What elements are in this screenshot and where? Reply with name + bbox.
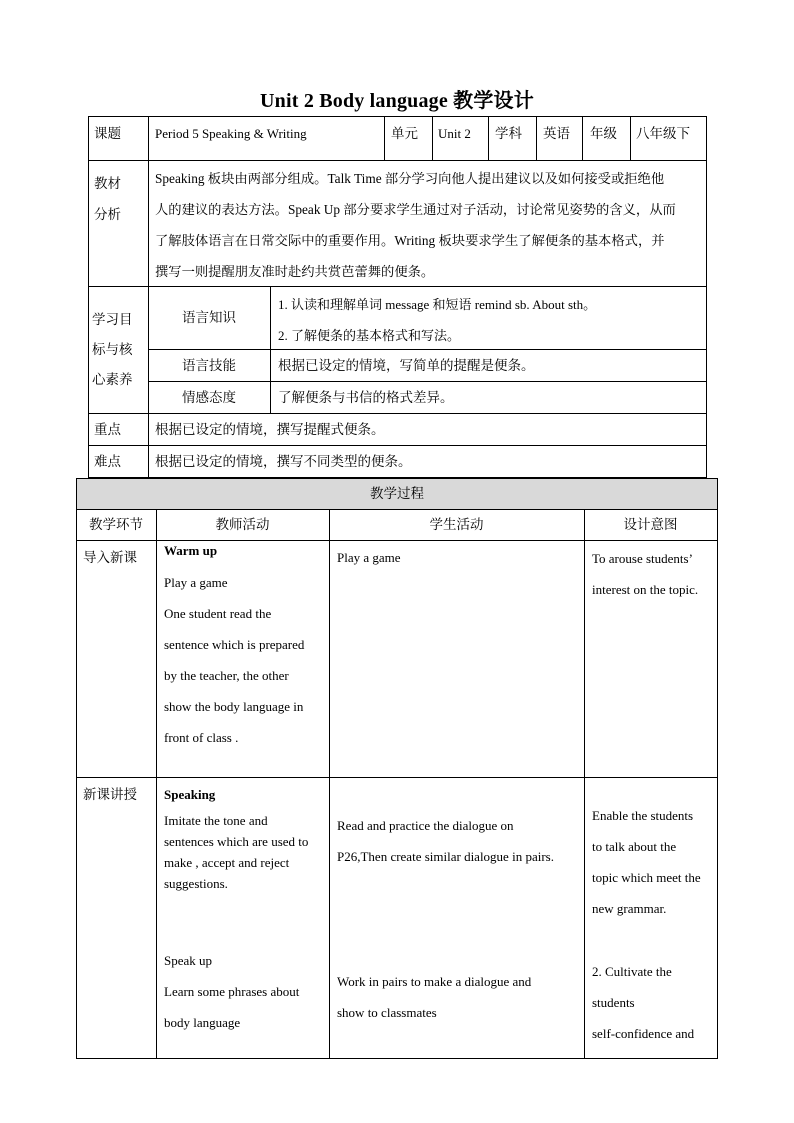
topic-label: 课题: [94, 126, 121, 141]
analysis-line: Speaking 板块由两部分组成。Talk Time 部分学习向他人提出建议以及如何接受或拒绝他: [155, 171, 665, 186]
goal-value: [278, 289, 596, 351]
goal-line: 1. 认读和理解单词 message 和短语 remind sb. About sth。: [278, 297, 597, 312]
grade-value: 八年级下: [636, 126, 690, 141]
intent-line: students: [592, 995, 635, 1010]
analysis-label: [94, 168, 121, 230]
activity-line: sentence which is prepared: [164, 637, 305, 652]
goal-line: 2. 了解便条的基本格式和写法。: [278, 328, 461, 343]
subject-label: 学科: [495, 126, 522, 141]
goals-label: [92, 305, 133, 395]
column-header: 设计意图: [623, 517, 678, 532]
design-intent: [592, 543, 698, 605]
goals-label-line: 学习目: [92, 312, 133, 327]
activity-line: by the teacher, the other: [164, 668, 289, 683]
teacher-activity: [164, 945, 299, 1038]
activity-line: show to classmates: [337, 1005, 437, 1020]
subject-value: 英语: [543, 126, 570, 141]
stage-label: 导入新课: [83, 550, 137, 565]
intent-line: 2. Cultivate the: [592, 964, 672, 979]
activity-line: front of class .: [164, 730, 239, 745]
difficulty-label: 难点: [94, 454, 121, 469]
goal-value: 根据已设定的情境，写简单的提醒是便条。: [278, 358, 535, 373]
intent-line: interest on the topic.: [592, 582, 699, 597]
activity-line: Read and practice the dialogue on: [337, 818, 514, 833]
teacher-heading: Speaking: [164, 787, 216, 802]
analysis-line: 撰写一则提醒朋友准时赴约共赏芭蕾舞的便条。: [155, 264, 435, 279]
column-header: 学生活动: [429, 517, 484, 532]
intent-line: Enable the students: [592, 808, 694, 823]
activity-line: Learn some phrases about: [164, 984, 300, 999]
topic-value: Period 5 Speaking & Writing: [155, 126, 307, 141]
column-header: 教师活动: [215, 517, 270, 532]
teacher-activity: [164, 567, 304, 753]
analysis-line: 了解肢体语言在日常交际中的重要作用。Writing 板块要求学生了解便条的基本格式，并: [155, 233, 665, 248]
column-header: 教学环节: [89, 517, 143, 532]
stage-label: 新课讲授: [83, 787, 137, 802]
goal-name: 语言技能: [182, 358, 236, 373]
activity-line: Work in pairs to make a dialogue and: [337, 974, 532, 989]
unit-value: Unit 2: [438, 126, 471, 141]
intent-line: to talk about the: [592, 839, 677, 854]
design-intent: [592, 956, 694, 1049]
teacher-heading: Warm up: [164, 543, 218, 558]
intent-line: self-confidence and: [592, 1026, 695, 1041]
grade-label: 年级: [590, 126, 617, 141]
activity-line: Play a game: [164, 575, 228, 590]
student-activity: [337, 966, 531, 1028]
intent-line: To arouse students’: [592, 551, 693, 566]
process-header: 教学过程: [370, 486, 424, 501]
student-activity: Play a game: [337, 550, 401, 565]
page-title: Unit 2 Body language 教学设计: [260, 90, 534, 112]
teacher-activity: [164, 810, 308, 894]
activity-line: show the body language in: [164, 699, 304, 714]
goals-label-line: 标与核: [92, 342, 133, 357]
activity-line: P26,Then create similar dialogue in pairs.: [337, 849, 554, 864]
activity-line: One student read the: [164, 606, 272, 621]
activity-line: body language: [164, 1015, 241, 1030]
activity-line: Speak up: [164, 953, 213, 968]
goal-name: 情感态度: [182, 390, 236, 405]
key-point-value: 根据已设定的情境，撰写提醒式便条。: [155, 422, 385, 437]
goal-name: 语言知识: [182, 310, 236, 325]
student-activity: [337, 810, 554, 872]
unit-label: 单元: [391, 126, 418, 141]
analysis-text: [155, 163, 676, 287]
intent-line: new grammar.: [592, 901, 667, 916]
analysis-label-line: 分析: [94, 207, 121, 222]
activity-line: suggestions.: [164, 876, 228, 891]
analysis-label-line: 教材: [94, 176, 121, 191]
difficulty-value: 根据已设定的情境，撰写不同类型的便条。: [155, 454, 412, 469]
activity-line: sentences which are used to: [164, 834, 309, 849]
goal-value: 了解便条与书信的格式差异。: [278, 390, 454, 405]
goals-label-line: 心素养: [92, 372, 133, 387]
activity-line: Imitate the tone and: [164, 813, 268, 828]
activity-line: make , accept and reject: [164, 855, 290, 870]
key-point-label: 重点: [94, 422, 121, 437]
analysis-line: 人的建议的表达方法。Speak Up 部分要求学生通过对子活动，讨论常见姿势的含义，从而: [155, 202, 676, 217]
intent-line: topic which meet the: [592, 870, 701, 885]
design-intent: [592, 800, 701, 924]
